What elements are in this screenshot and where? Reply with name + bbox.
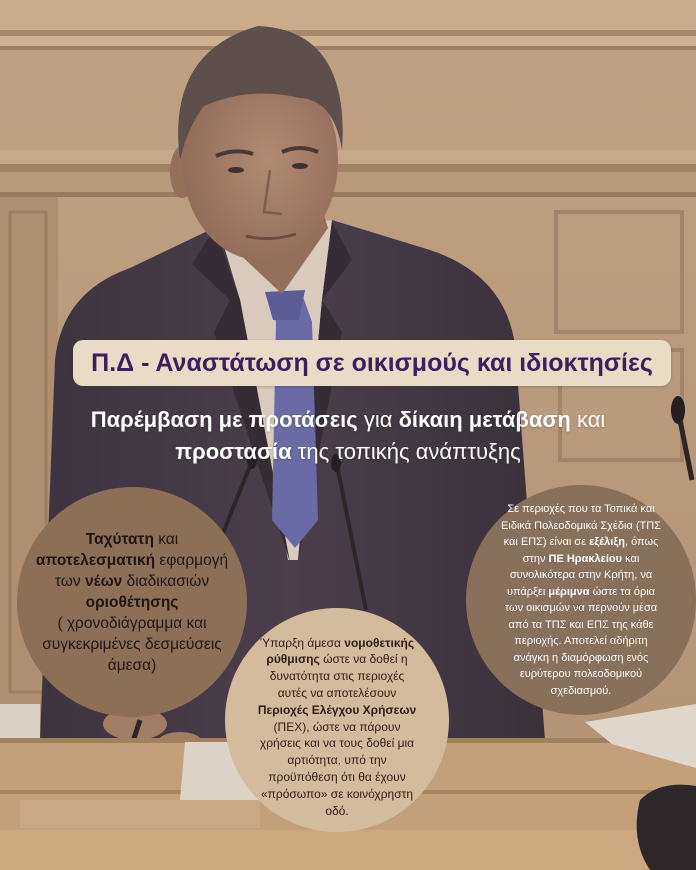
text: σχεδιασμού. [550,684,612,697]
point-text-line [42,634,222,655]
bold-text: ρύθμισης [266,652,320,667]
right-eye [292,163,308,169]
point-text-line [36,550,228,571]
point-text-line [523,551,640,568]
left-eye [228,167,244,173]
text: και [570,407,606,432]
paper-sheet [0,704,40,738]
molding-band [0,150,696,164]
point-text-line [510,567,652,584]
point-text-line [505,600,657,617]
point-text-line [86,529,178,550]
subtitle-line [0,404,696,436]
subtitle [0,404,696,468]
point-text-line [514,633,647,650]
bold-text: νομοθετικής [344,635,415,650]
text: , όπως [624,536,659,548]
page-title: Π.Δ - Αναστάτωση σε οικισμούς και ιδιοκτησίες [91,348,653,377]
point-circle-left [17,487,247,717]
floor [0,830,696,870]
molding-line [0,30,696,36]
point-text-line [514,650,649,667]
bold-text: οριοθέτησης [85,593,179,611]
text: των [54,572,85,590]
text: αυτές να αποτελέσουν [277,686,397,700]
text: των οικισμών να περνούν μέσα [504,602,658,614]
molding-line [0,46,696,50]
text: υπάρξει [506,585,549,598]
bold-text: εξέλιξη [589,536,625,548]
text: στην [522,552,549,565]
text: συνολικότερα στην Κρήτη, να [509,569,653,581]
text: (ΠΕΧ), ώστε να πάρουν [273,719,401,734]
point-text-line [287,752,386,769]
point-text-line [268,769,405,786]
text: προϋπόθεση ότι θα έχουν [268,769,406,784]
bold-text: νέων [84,572,123,590]
bold-text: Ταχύτατη [85,530,154,548]
text: ανάγκη η διαμόρφωση ενός [513,651,649,664]
bold-text: προστασία [175,439,292,464]
text: της τοπικής ανάπτυξης [291,439,521,464]
text: και [622,552,640,565]
point-text-line [260,735,414,752]
podium-panel [20,800,260,828]
text: χρήσεις και να τους δοθεί μια [259,736,415,751]
molding-line [0,164,696,172]
point-text-line [507,584,655,601]
microphone-base [637,785,696,870]
bold-text: Παρέμβαση με προτάσεις [90,407,358,432]
text: εφαρμογή [155,551,229,569]
text: και ΕΠΣ) είναι σε [503,536,590,548]
point-circle-middle [225,608,449,832]
molding-line [0,192,696,197]
point-text-line [501,518,661,535]
point-circle-right [466,485,696,715]
point-text-line [520,666,642,683]
point-text-line [266,651,407,668]
point-text-line [551,683,612,700]
text: οδό. [325,803,349,818]
text: άμεσα) [107,656,157,674]
text: Ύπαρξη άμεσα [259,635,345,650]
subtitle-line [0,436,696,468]
text: διαδικασιών [122,572,210,590]
point-text-line [108,655,157,676]
text: περιοχής. Αποτελεί αδήριτη [514,635,648,647]
text: Ειδικά Πολεοδομικά Σχέδια (ΤΠΣ [501,519,661,532]
text: από τα ΤΠΣ και ΕΠΣ της κάθε [508,618,654,631]
title-banner [73,340,671,386]
text: ( χρονοδιάγραμμα και [57,614,207,632]
point-text-line [504,534,659,551]
text: για [357,407,399,432]
text: δυνατότητα στις περιοχές [269,669,405,684]
bold-text: μέριμνα [548,585,590,598]
bold-text: αποτελεσματική [35,551,156,569]
point-text-line [509,617,654,634]
bold-text: δίκαιη μετάβαση [398,407,571,432]
text: ώστε να δοθεί η [319,652,408,667]
point-text-line [274,719,401,736]
molding-band [0,36,696,46]
text: ώστε τα όρια [589,585,656,598]
point-text-line [258,702,416,719]
point-text-line [325,803,348,820]
top-molding [0,0,696,30]
point-text-line [278,685,397,702]
text: ευρύτερου πολεοδομικού [519,668,643,680]
point-text-line [260,635,414,652]
bold-text: Περιοχές Ελέγχου Χρήσεων [257,702,417,717]
point-text-line [55,571,209,592]
text: και [153,530,179,548]
text: συγκεκριμένες δεσμεύσεις [42,635,222,653]
molding-band [0,172,696,192]
bold-text: ΠΕ Ηρακλείου [548,552,623,565]
point-text-line [86,592,179,613]
text: Σε περιοχές που τα Τοπικά και [507,503,655,515]
point-text-line [270,668,405,685]
point-text-line [507,501,654,518]
text: «πρόσωπο» σε κοινόχρηστη [260,786,414,801]
text: αρτιότητα, υπό την [287,753,387,768]
point-text-line [57,613,206,634]
point-text-line [261,786,413,803]
